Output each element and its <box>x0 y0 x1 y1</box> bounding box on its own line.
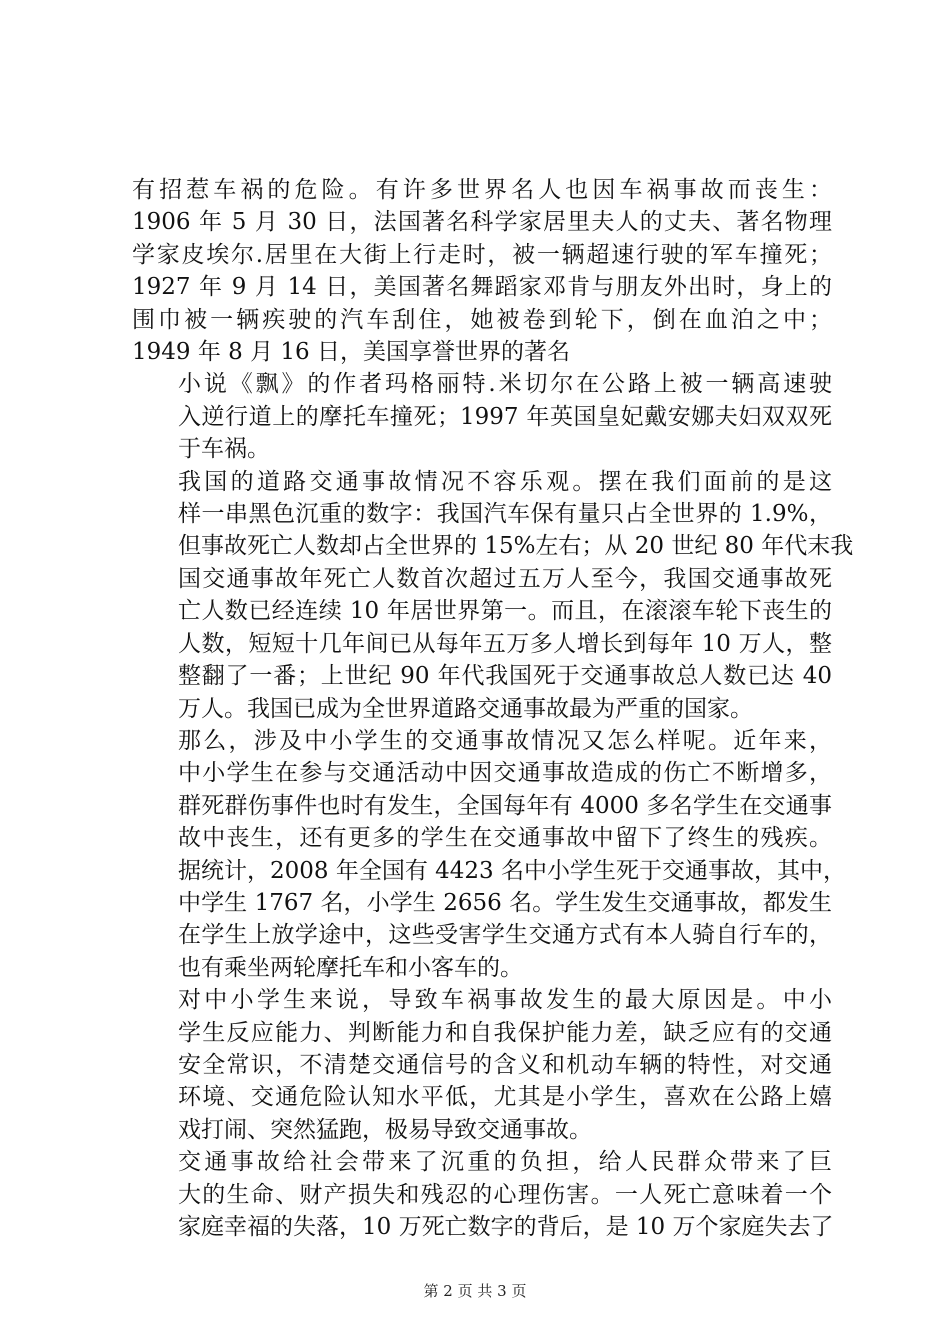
text-line: 整翻了一番；上世纪 90 年代我国死于交通事故总人数已达 40 <box>178 663 832 690</box>
text-line: 据统计，2008 年全国有 4423 名中小学生死于交通事故，其中， <box>178 857 846 884</box>
text-line: 学家皮埃尔.居里在大街上行走时，被一辆超速行驶的军车撞死； <box>132 241 832 268</box>
text-line: 中小学生在参与交通活动中因交通事故造成的伤亡不断增多， <box>178 760 832 787</box>
text-line: 那么，涉及中小学生的交通事故情况又怎么样呢。近年来， <box>178 727 832 754</box>
text-line: 对中小学生来说，导致车祸事故发生的最大原因是。中小 <box>178 987 832 1014</box>
body-text <box>132 174 854 1243</box>
paragraph <box>132 725 846 984</box>
text-line: 我国的道路交通事故情况不容乐观。摆在我们面前的是这 <box>178 468 832 495</box>
text-line: 1949 年 8 月 16 日，美国享誉世界的著名 <box>132 339 570 366</box>
text-line: 故中丧生，还有更多的学生在交通事故中留下了终生的残疾。 <box>178 825 832 852</box>
text-line: 安全常识，不清楚交通信号的含义和机动车辆的特性，对交通 <box>178 1051 832 1078</box>
paragraph <box>132 368 832 465</box>
text-line: 国交通事故年死亡人数首次超过五万人至今，我国交通事故死 <box>178 565 832 592</box>
text-line: 戏打闹、突然猛跑，极易导致交通事故。 <box>178 1116 592 1143</box>
text-line: 围巾被一辆疾驶的汽车刮住，她被卷到轮下，倒在血泊之中； <box>132 306 832 333</box>
text-line: 环境、交通危险认知水平低，尤其是小学生，喜欢在公路上嬉 <box>178 1084 832 1111</box>
text-line: 大的生命、财产损失和残忍的心理伤害。一人死亡意味着一个 <box>178 1181 832 1208</box>
text-line: 万人。我国已成为全世界道路交通事故最为严重的国家。 <box>178 695 753 722</box>
text-line: 于车祸。 <box>178 436 270 463</box>
text-line: 也有乘坐两轮摩托车和小客车的。 <box>178 954 523 981</box>
text-line: 学生反应能力、判断能力和自我保护能力差，缺乏应有的交通 <box>178 1019 832 1046</box>
text-line: 交通事故给社会带来了沉重的负担，给人民群众带来了巨 <box>178 1149 832 1176</box>
text-line: 入逆行道上的摩托车撞死；1997 年英国皇妃戴安娜夫妇双双死 <box>178 403 832 430</box>
text-line: 有招惹车祸的危险。有许多世界名人也因车祸事故而丧生： <box>132 177 832 203</box>
text-line: 群死群伤事件也时有发生，全国每年有 4000 多名学生在交通事 <box>178 792 832 819</box>
text-line: 在学生上放学途中，这些受害学生交通方式有本人骑自行车的， <box>178 922 832 949</box>
paragraph <box>132 984 832 1146</box>
page-number-label: 第 2 页 共 3 页 <box>423 1282 527 1300</box>
paragraph <box>132 466 854 725</box>
text-line: 中学生 1767 名，小学生 2656 名。学生发生交通事故，都发生 <box>178 889 832 916</box>
paragraph <box>132 174 832 368</box>
text-line: 亡人数已经连续 10 年居世界第一。而且，在滚滚车轮下丧生的 <box>178 598 832 625</box>
text-line: 人数，短短十几年间已从每年五万多人增长到每年 10 万人，整 <box>178 630 832 657</box>
text-line: 但事故死亡人数却占全世界的 15%左右；从 20 世纪 80 年代末我 <box>178 533 854 560</box>
text-line: 1906 年 5 月 30 日，法国著名科学家居里夫人的丈夫、著名物理 <box>132 209 832 236</box>
page-footer <box>0 1280 950 1301</box>
text-line: 家庭幸福的失落，10 万死亡数字的背后，是 10 万个家庭失去了 <box>178 1214 834 1240</box>
paragraph <box>132 1146 832 1243</box>
text-line: 小说《飘》的作者玛格丽特.米切尔在公路上被一辆高速驶 <box>178 371 832 398</box>
text-line: 样一串黑色沉重的数字：我国汽车保有量只占全世界的 1.9%， <box>178 501 832 528</box>
text-line: 1927 年 9 月 14 日，美国著名舞蹈家邓肯与朋友外出时，身上的 <box>132 274 832 301</box>
